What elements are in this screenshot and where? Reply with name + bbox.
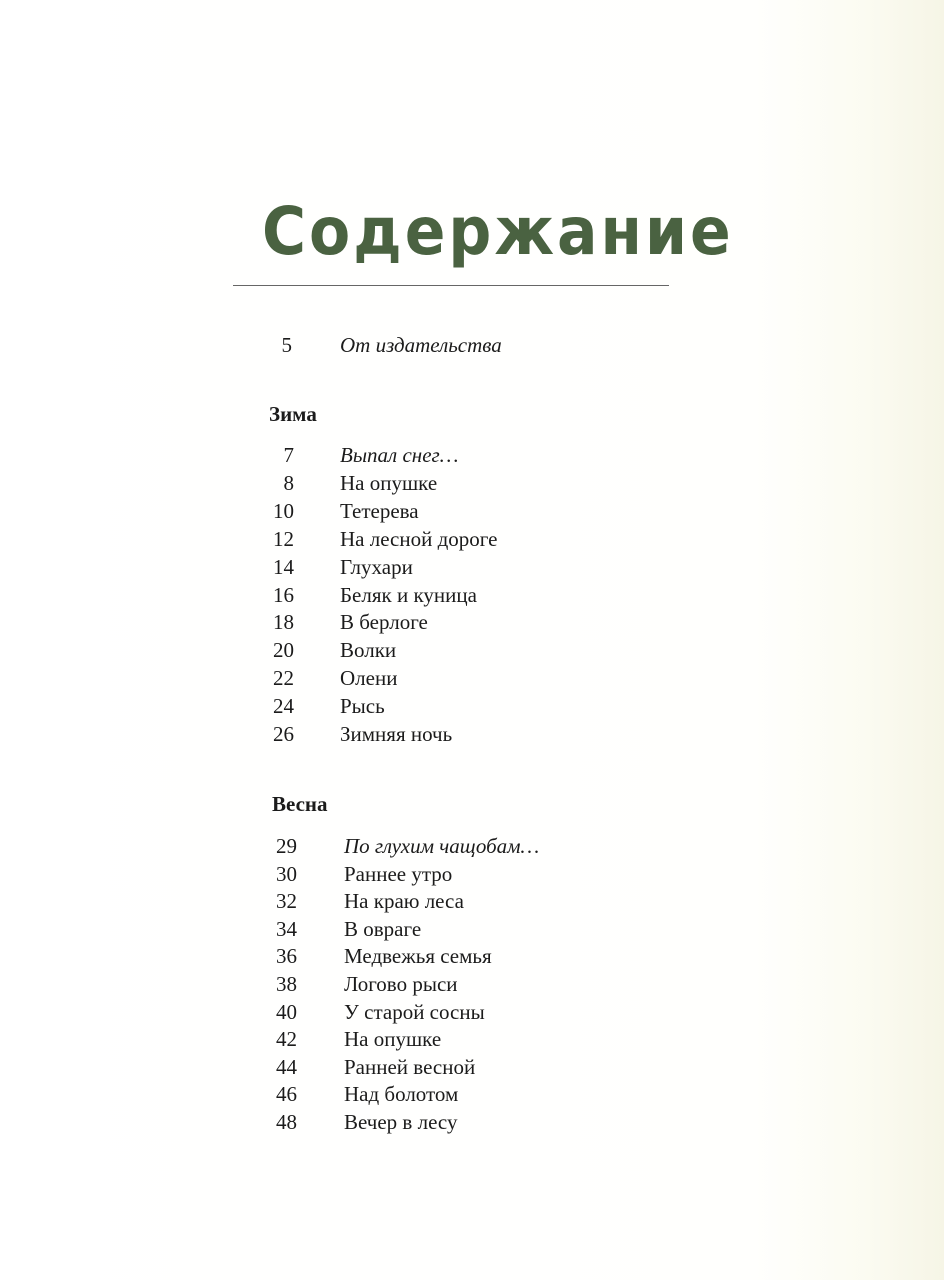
toc-entry-title: В берлоге [340,610,428,635]
toc-page-number: 34 [276,916,297,941]
toc-entry-title: На опушке [340,470,438,495]
toc-page-number: 38 [276,972,297,996]
toc-entry-title: Раннее утро [344,861,453,886]
toc-page-number: 7 [283,443,294,467]
toc-entry-title: Глухари [340,554,413,579]
toc-entry-title: В овраге [344,916,422,941]
toc-entry-title: Выпал снег… [340,443,459,467]
toc-page-number: 42 [276,1027,297,1052]
toc-entry-title: Зимняя ночь [340,722,453,746]
toc-page-number: 5 [281,333,292,357]
toc-page-number: 18 [273,610,294,635]
toc-entry-title: Олени [340,666,398,691]
page-title: Содержание [262,193,734,271]
toc-entry-title: Волки [340,638,397,663]
title-divider [233,285,669,286]
toc-page-number: 12 [273,526,294,551]
toc-entry-title: У старой сосны [344,999,485,1024]
toc-page-number: 24 [273,694,294,719]
toc-page-number: 48 [276,1110,297,1134]
toc-page-number: 14 [273,554,294,579]
toc-page-number: 26 [273,722,294,746]
toc-entry-title: На краю леса [344,889,464,914]
toc-entry-title: Логово рыси [344,972,458,996]
toc-page-number: 8 [283,470,294,495]
toc-entry-title: Тетерева [340,498,419,523]
section-heading: Зима [269,402,317,426]
toc-entry-title: Рысь [340,694,385,719]
toc-page-number: 32 [276,889,297,914]
toc-entry-title: Вечер в лесу [344,1110,458,1134]
toc-entry-title: На опушке [344,1027,442,1052]
toc-page-number: 20 [273,638,294,663]
toc-page-number: 29 [276,834,297,858]
toc-page-number: 16 [273,582,294,607]
toc-entry-title: По глухим чащобам… [344,834,540,858]
toc-entry-title: Ранней весной [344,1054,476,1079]
toc-entry-title: Медвежья семья [344,944,492,969]
toc-page-number: 22 [273,666,294,691]
section-heading: Весна [272,792,328,816]
toc-page-number: 36 [276,944,297,969]
toc-entry-title: От издательства [340,333,502,357]
toc-page-number: 40 [276,999,297,1024]
toc-entry-title: На лесной дороге [340,526,498,551]
toc-entry-title: Над болотом [344,1082,459,1107]
toc-page-number: 46 [276,1082,297,1107]
toc-page-number: 10 [273,498,294,523]
toc-page-number: 44 [276,1054,297,1079]
toc-page-number: 30 [276,861,297,886]
toc-entry-title: Беляк и куница [340,582,477,607]
